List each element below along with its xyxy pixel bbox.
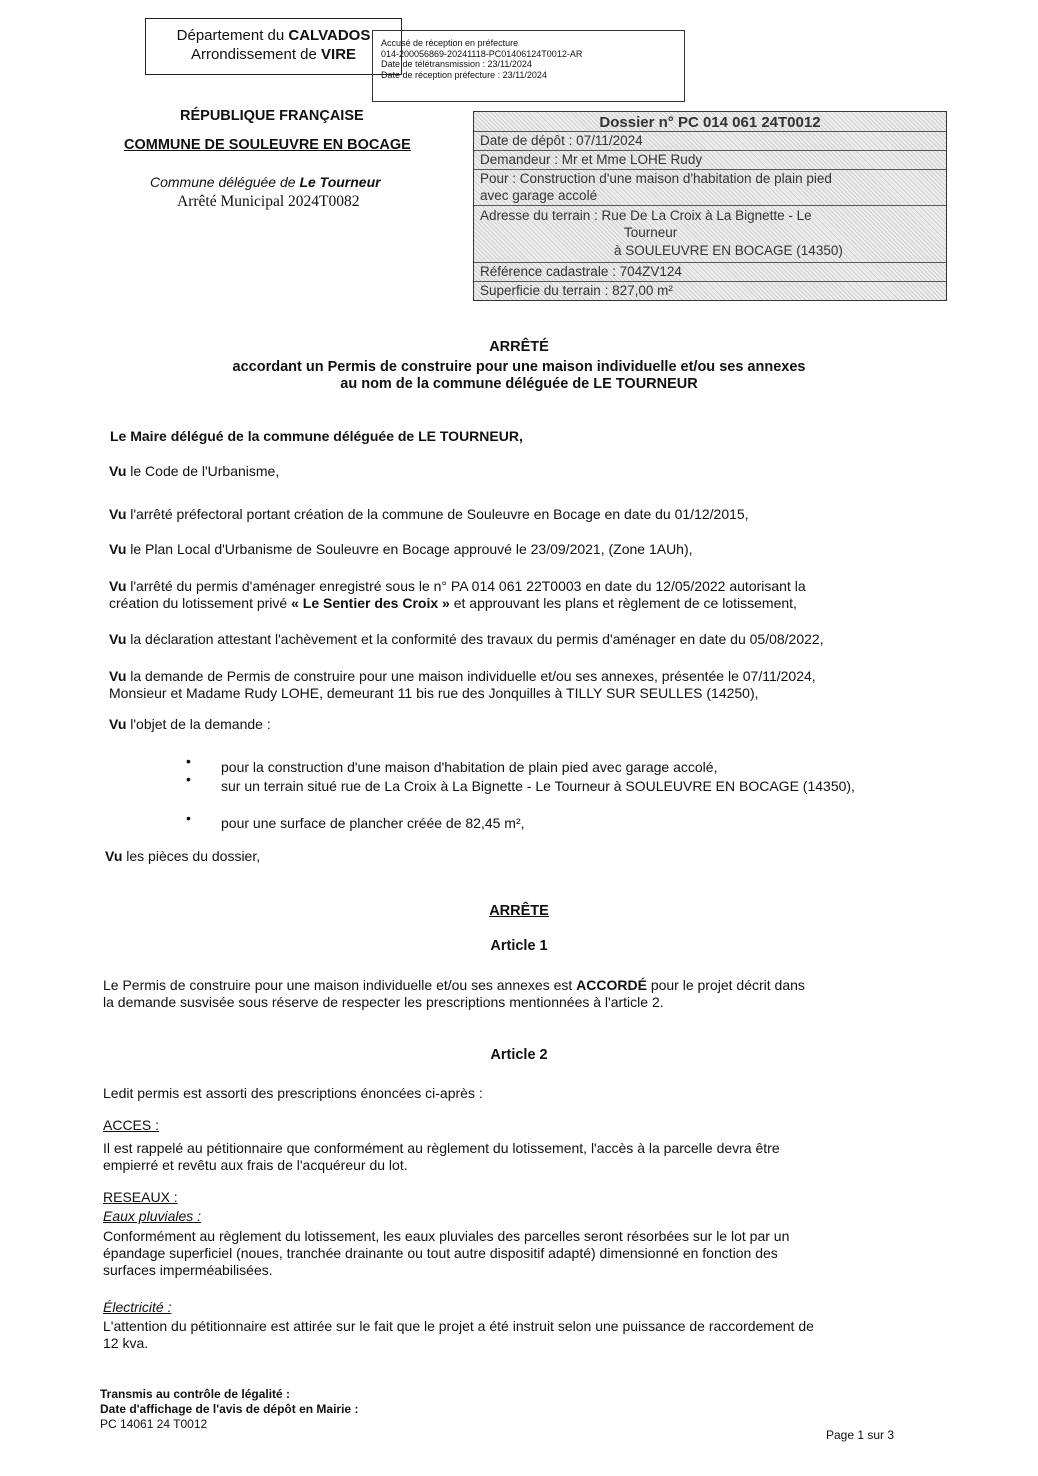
vu-plu: Vu le Plan Local d'Urbanisme de Souleuvre en Bocage approuvé le 23/09/2021, (Zone 1AUh), [109, 541, 693, 557]
department-line: Département du CALVADOS [176, 27, 371, 44]
electricite-text: L'attention du pétitionnaire est attirée sur le fait que le projet a été instruit selon une puissance de raccordement de 12 kva. [103, 1318, 814, 1351]
adresse-line-3: à SOULEUVRE EN BOCAGE (14350) [614, 243, 843, 258]
article-1-text: Le Permis de construire pour une maison individuelle et/ou ses annexes est ACCORDÉ pour le projet décrit dans la demande susvisée sous réserve de respecter les prescriptions mentionnées à l'article 2. [103, 977, 805, 1010]
receipt-line: Accusé de réception en préfecture [381, 38, 519, 48]
republique-heading: RÉPUBLIQUE FRANÇAISE [180, 108, 364, 124]
eaux-pluviales-heading: Eaux pluviales : [103, 1208, 202, 1224]
eaux-pluviales-text: Conformément au règlement du lotissement, les eaux pluviales des parcelles seront résorbées sur le lot par un épandage superficiel (noues, tranchée drainante ou tout autre dispositif adapté) dimensionné en fonction des surfaces imperméabilisées. [103, 1228, 790, 1278]
bullet-marker: • [186, 810, 191, 826]
vu-objet-demande: Vu l'objet de la demande : [109, 716, 271, 732]
superficie-terrain: Superficie du terrain : 827,00 m² [480, 283, 673, 298]
receipt-line: Date de télétransmission : 23/11/2024 [381, 59, 532, 70]
page-number: Page 1 sur 3 [826, 1428, 895, 1442]
receipt-line: Date de réception préfecture : 23/11/2024 [381, 69, 547, 80]
commune-heading: COMMUNE DE SOULEUVRE EN BOCAGE [124, 137, 411, 153]
department-box [145, 18, 402, 75]
bullet-item: pour une surface de plancher créée de 82,45 m², [221, 815, 525, 831]
footer-info: Transmis au contrôle de légalité : Date d'affichage de l'avis de dépôt en Mairie : PC 14061 24 T0012 [100, 1387, 359, 1431]
adresse-line-2: Tourneur [624, 225, 678, 240]
prefecture-receipt-stamp [372, 30, 685, 102]
acces-heading: ACCES : [103, 1117, 160, 1133]
vu-pieces-dossier: Vu les pièces du dossier, [105, 848, 261, 864]
arrete-heading: ARRÊTE [489, 903, 549, 919]
maire-heading: Le Maire délégué de la commune déléguée de LE TOURNEUR, [110, 428, 523, 444]
arrete-subtitle-1: accordant un Permis de construire pour une maison individuelle et/ou ses annexes [232, 359, 806, 375]
commune-deleguee: Commune déléguée de Le Tourneur [150, 174, 381, 190]
article-2-title: Article 2 [490, 1047, 548, 1063]
vu-declaration-achevement: Vu la déclaration attestant l'achèvement et la conformité des travaux du permis d'aménager en date du 05/08/2022, [109, 631, 824, 647]
reseaux-heading: RESEAUX : [103, 1189, 178, 1205]
reference-cadastrale: Référence cadastrale : 704ZV124 [480, 264, 682, 279]
bullet-item: sur un terrain situé rue de La Croix à La Bignette - Le Tourneur à SOULEUVRE EN BOCAGE (14350), [221, 778, 855, 794]
vu-code-urbanisme: Vu le Code de l'Urbanisme, [109, 463, 280, 479]
dossier-info-box [473, 111, 947, 301]
vu-arrete-prefectoral: Vu l'arrêté préfectoral portant création de la commune de Souleuvre en Bocage en date du 01/12/2015, [109, 506, 749, 522]
projet-line-1: Pour : Construction d'une maison d'habitation de plain pied [480, 171, 832, 186]
arrete-subtitle-2: au nom de la commune déléguée de LE TOURNEUR [340, 376, 698, 392]
projet-line-2: avec garage accolé [480, 188, 598, 203]
bullet-marker: • [186, 753, 191, 769]
acces-text: Il est rappelé au pétitionnaire que conformément au règlement du lotissement, l'accès à la parcelle devra être empierré et revêtu aux frais de l'acquéreur du lot. [103, 1140, 780, 1173]
bullet-marker: • [186, 771, 191, 787]
date-depot: Date de dépôt : 07/11/2024 [480, 133, 643, 148]
article-1-title: Article 1 [490, 938, 548, 954]
vu-demande-permis: Vu la demande de Permis de construire pour une maison individuelle et/ou ses annexes, présentée le 07/11/2024, Monsieur et Madame Rudy LOHE, demeurant 11 bis rue des Jonquilles à TILLY SUR SEULLES (14250), [109, 668, 816, 701]
arrete-municipal-number: Arrêté Municipal 2024T0082 [177, 193, 360, 210]
arrondissement-line: Arrondissement de VIRE [190, 46, 357, 63]
bullet-item: pour la construction d'une maison d'habitation de plain pied avec garage accolé, [221, 759, 718, 775]
vu-permis-amenager: Vu l'arrêté du permis d'aménager enregistré sous le n° PA 014 061 22T0003 en date du 12/05/2022 autorisant la création du lotissement privé « Le Sentier des Croix » et approuvant les plans et règlement de ce lotissement, [109, 578, 806, 611]
article-2-intro: Ledit permis est assorti des prescriptions énoncées ci-après : [103, 1085, 483, 1101]
adresse-line-1: Adresse du terrain : Rue De La Croix à La Bignette - Le [480, 208, 812, 223]
receipt-line: 014-200056869-20241118-PC01406124T0012-AR [381, 48, 583, 59]
dossier-number: Dossier n° PC 014 061 24T0012 [599, 114, 821, 131]
electricite-heading: Électricité : [103, 1299, 172, 1315]
demandeur: Demandeur : Mr et Mme LOHE Rudy [480, 152, 703, 167]
arrete-title: ARRÊTÉ [489, 339, 549, 355]
